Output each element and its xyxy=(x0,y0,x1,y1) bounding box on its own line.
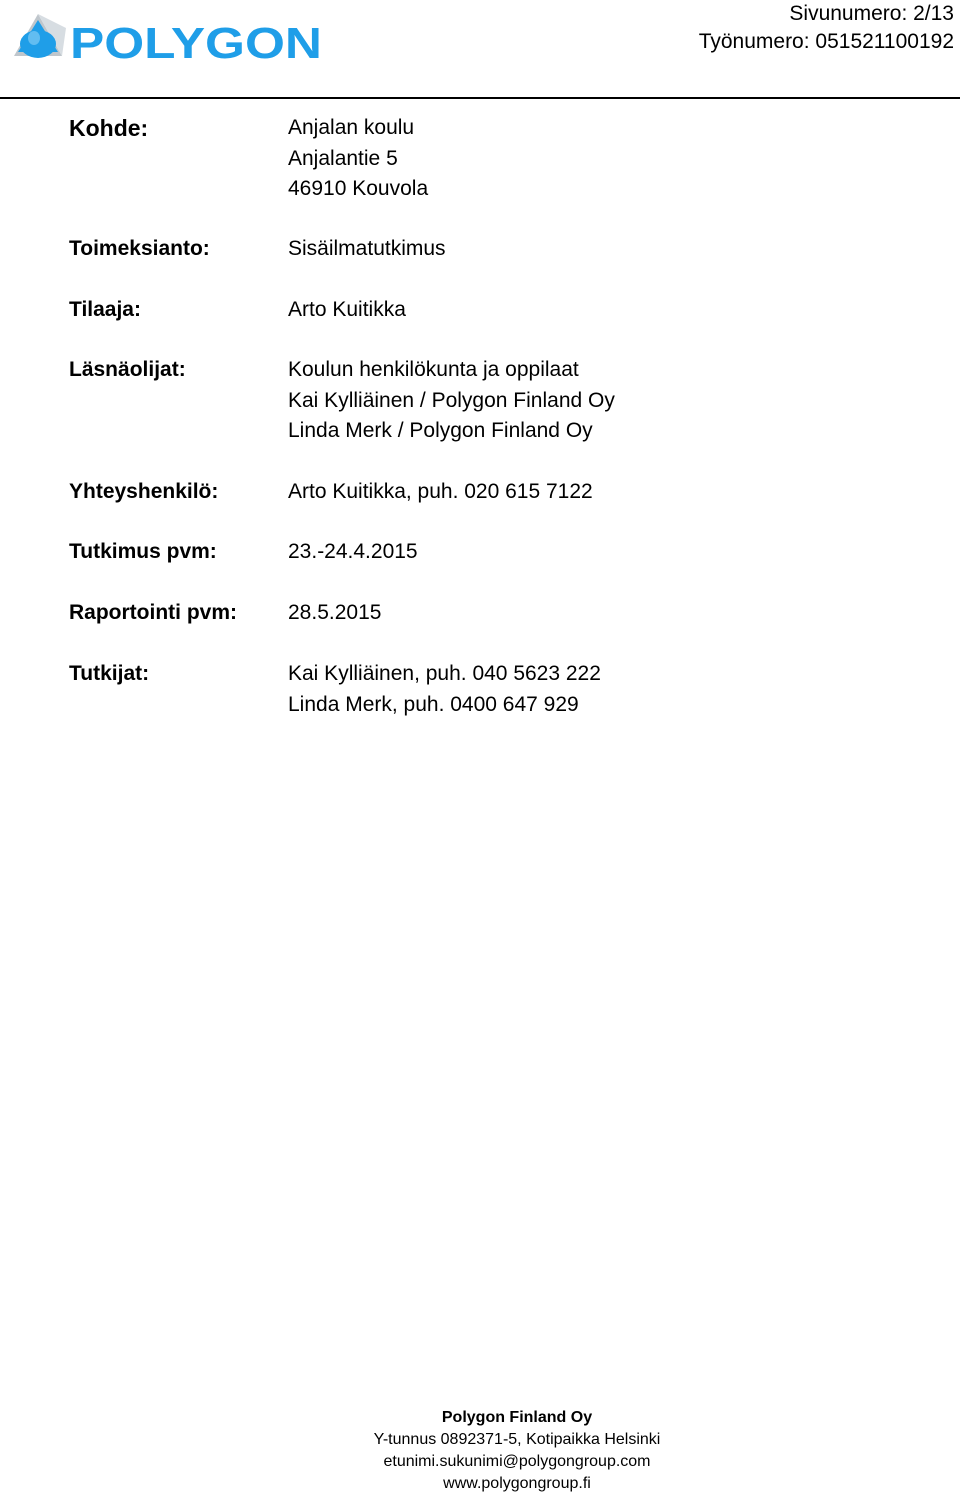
value-line: Kai Kylliäinen, puh. 040 5623 222 xyxy=(288,662,601,685)
job-number: Työnumero: 051521100192 xyxy=(698,30,954,53)
field-value xyxy=(288,355,615,447)
logo-wordmark: POLYGON xyxy=(70,19,322,68)
field-label: Kohde: xyxy=(69,115,149,141)
page-info xyxy=(699,0,954,56)
field-value xyxy=(288,659,601,720)
field-value: 23.-24.4.2015 xyxy=(288,540,418,563)
field-label: Yhteyshenkilö: xyxy=(69,480,219,503)
field-value: 28.5.2015 xyxy=(288,601,382,624)
value-line: Linda Merk / Polygon Finland Oy xyxy=(288,419,593,442)
field-label: Tilaaja: xyxy=(69,298,141,321)
value-line: Koulun henkilökunta ja oppilaat xyxy=(288,358,579,381)
field-value: Arto Kuitikka, puh. 020 615 7122 xyxy=(288,480,593,503)
header-divider xyxy=(0,97,960,99)
footer-website: www.polygongroup.fi xyxy=(443,1475,591,1492)
field-value: Sisäilmatutkimus xyxy=(288,237,446,260)
field-label: Tutkimus pvm: xyxy=(69,540,217,563)
value-line: Anjalan koulu xyxy=(288,116,415,139)
field-label: Toimeksianto: xyxy=(69,237,210,260)
polygon-logo xyxy=(10,12,330,72)
footer-business-id: Y-tunnus 0892371-5, Kotipaikka Helsinki xyxy=(373,1431,661,1448)
value-line: Linda Merk, puh. 0400 647 929 xyxy=(288,692,579,716)
value-line: Kai Kylliäinen / Polygon Finland Oy xyxy=(288,388,615,412)
field-value: Arto Kuitikka xyxy=(288,298,406,321)
field-label: Raportointi pvm: xyxy=(69,601,237,624)
field-label: Läsnäolijat: xyxy=(69,358,186,381)
field-label: Tutkijat: xyxy=(69,662,150,685)
page-number: Sivunumero: 2/13 xyxy=(789,2,954,25)
page-footer xyxy=(330,1407,704,1495)
value-line: Anjalantie 5 xyxy=(288,146,398,170)
field-value xyxy=(288,113,428,205)
footer-company: Polygon Finland Oy xyxy=(441,1409,593,1426)
value-line: 46910 Kouvola xyxy=(288,177,429,200)
footer-email: etunimi.sukunimi@polygongroup.com xyxy=(383,1453,651,1470)
